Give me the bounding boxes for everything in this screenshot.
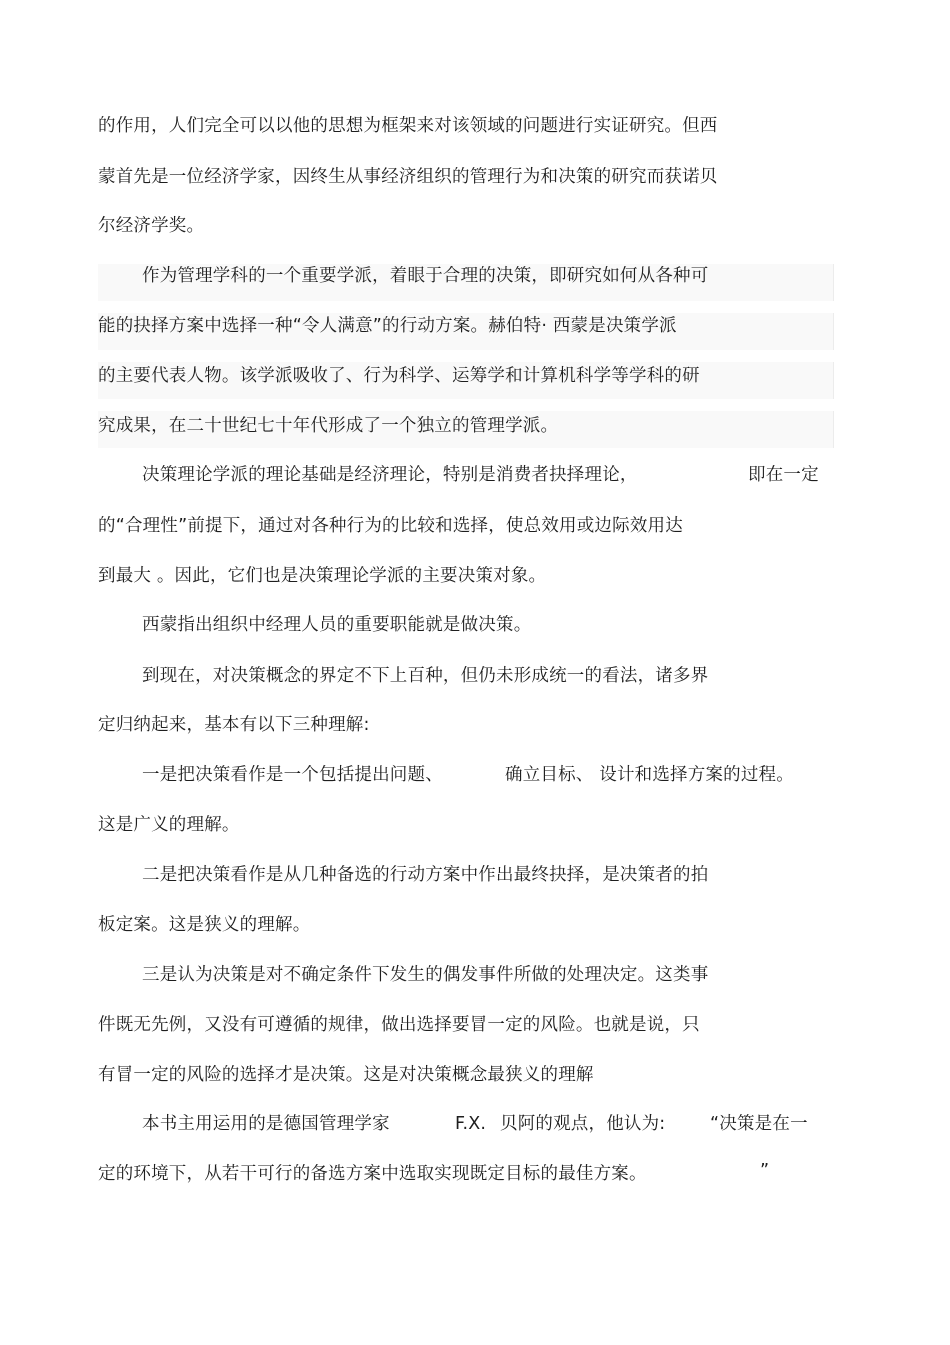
text-line: 作为管理学科的一个重要学派，着眼于合理的决策，即研究如何从各种可 [142, 266, 709, 286]
text-line: 的“合理性”前提下，通过对各种行为的比较和选择，使总效用或边际效用达 [98, 516, 683, 536]
text-line: 蒙首先是一位经济学家，因终生从事经济组织的管理行为和决策的研究而获诺贝 [98, 167, 718, 187]
text-line: 到最大 。因此，它们也是决策理论学派的主要决策对象。 [98, 566, 547, 586]
text-line: “决策是在一 [710, 1114, 808, 1134]
text-line: 的作用，人们完全可以以他的思想为框架来对该领域的问题进行实证研究。但西 [98, 116, 718, 136]
text-line: 到现在，对决策概念的界定不下上百种，但仍未形成统一的看法，诸多界 [142, 666, 709, 686]
text-line: 定归纳起来，基本有以下三种理解: [98, 715, 370, 735]
text-line: 能的抉择方案中选择一种“令人满意”的行动方案。赫伯特· 西蒙是决策学派 [98, 316, 677, 336]
text-line: 的主要代表人物。该学派吸收了、行为科学、运筹学和计算机科学等学科的研 [98, 366, 700, 386]
text-line: ” [760, 1161, 770, 1181]
text-line: 决策理论学派的理论基础是经济理论，特别是消费者抉择理论， [142, 465, 638, 485]
text-line: 尔经济学奖。 [98, 216, 205, 236]
text-line: 有冒一定的风险的选择才是决策。这是对决策概念最狭义的理解 [98, 1065, 594, 1085]
text-line: 三是认为决策是对不确定条件下发生的偶发事件所做的处理决定。这类事 [142, 965, 709, 985]
text-line: 贝阿的观点，他认为: [500, 1114, 666, 1134]
text-line: 西蒙指出组织中经理人员的重要职能就是做决策。 [142, 615, 532, 635]
text-line: 这是广义的理解。 [98, 815, 240, 835]
text-line: 一是把决策看作是一个包括提出问题、 [142, 765, 443, 785]
text-line: 定的环境下，从若干可行的备选方案中选取实现既定目标的最佳方案。 [98, 1164, 647, 1184]
text-line: 确立目标、 设计和选择方案的过程。 [505, 765, 794, 785]
text-line: 究成果，在二十世纪七十年代形成了一个独立的管理学派。 [98, 416, 559, 436]
text-line: 本书主用运用的是德国管理学家 [142, 1114, 390, 1134]
text-line: 件既无先例，又没有可遵循的规律，做出选择要冒一定的风险。也就是说，只 [98, 1015, 700, 1035]
text-line: 二是把决策看作是从几种备选的行动方案中作出最终抉择，是决策者的拍 [142, 865, 709, 885]
text-line: 即在一定 [748, 465, 819, 485]
text-line: F.X. [455, 1114, 487, 1134]
text-line: 板定案。这是狭义的理解。 [98, 915, 311, 935]
